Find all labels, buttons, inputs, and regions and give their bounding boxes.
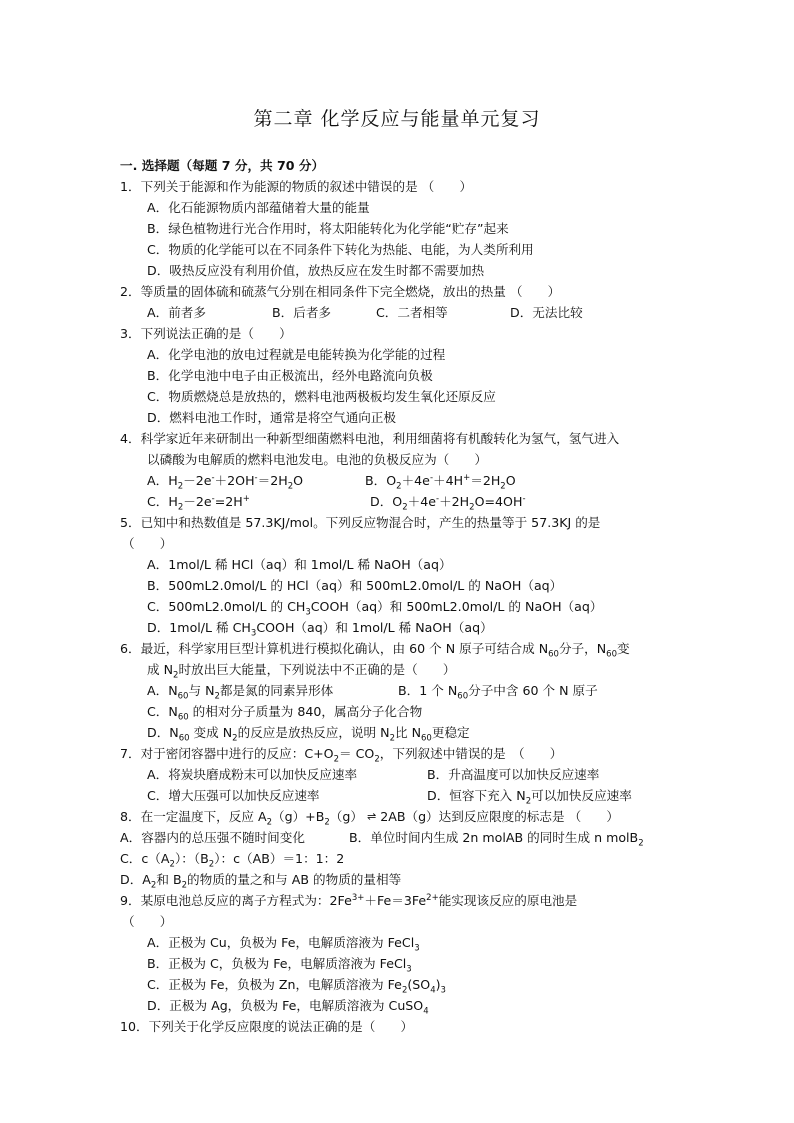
q3-option-b: B．化学电池中电子由正极流出，经外电路流向负极	[147, 368, 433, 383]
q4-option-d: D．$O_2+4e^-+2H_2O=4OH^-$	[370, 493, 526, 513]
q8-option-c: C．$c(A_2)$：$(B_2)$：c（AB）＝1：1：2	[120, 851, 345, 870]
q1-option-a: A．化石能源物质内部蕴储着大量的能量	[147, 200, 370, 215]
q9-option-c: C．正极为 Fe，负极为 Zn，电解质溶液为 $Fe_2(SO_4)_3$	[147, 977, 446, 996]
q8-stem: 8．在一定温度下，反应 $A_2(g)+B_2(g)$ ⇌ 2AB（g）达到反应限度的标志是 （ ）	[120, 809, 619, 828]
q1-stem: 1．下列关于能源和作为能源的物质的叙述中错误的是 （ ）	[120, 179, 473, 194]
q6-stem-line-1: 6．最近，科学家用巨型计算机进行模拟化确认，由 60 个 N 原子可结合成 $N_{60}$分子，$N_{60}$变	[120, 641, 630, 660]
q9-option-b: B．正极为 C，负极为 Fe，电解质溶液为 FeCl$_3$	[147, 956, 412, 975]
q3-option-d: D．燃料电池工作时，通常是将空气通向正极	[147, 410, 396, 425]
q3-stem: 3．下列说法正确的是（ ）	[120, 326, 292, 341]
q7-option-a: A．将炭块磨成粉末可以加快反应速率	[147, 767, 358, 782]
q6-option-c: C．$N_{60}$ 的相对分子质量为 840，属高分子化合物	[147, 704, 423, 723]
q8-option-a: A．容器内的总压强不随时间变化	[120, 830, 305, 845]
q10-stem: 10．下列关于化学反应限度的说法正确的是（ ）	[120, 1019, 414, 1034]
q3-option-a: A．化学电池的放电过程就是电能转换为化学能的过程	[147, 347, 446, 362]
q1-option-b: B．绿色植物进行光合作用时，将太阳能转化为化学能“贮存”起来	[147, 221, 509, 236]
q7-option-b: B．升高温度可以加快反应速率	[427, 767, 600, 782]
q9-stem-line-1: 9．某原电池总反应的离子方程式为：$2Fe^{3+}+Fe=3Fe^{2+}$能实现该反应的原电池是	[120, 892, 578, 908]
q1-option-d: D．吸热反应没有利用价值，放热反应在发生时都不需要加热	[147, 263, 485, 278]
q9-option-a: A．正极为 Cu，负极为 Fe，电解质溶液为 FeCl$_3$	[147, 935, 420, 954]
q5-stem-line-2: （ ）	[122, 536, 173, 551]
q2-stem: 2．等质量的固体硫和硫蒸气分别在相同条件下完全燃烧，放出的热量 （ ）	[120, 284, 561, 299]
q6-option-b: B．1 个 $N_{60}$分子中含 60 个 N 原子	[398, 683, 598, 702]
q5-option-a: A．1mol/L 稀 HCl（aq）和 1mol/L 稀 NaOH（aq）	[147, 557, 452, 572]
q4-stem-line-1: 4．科学家近年来研制出一种新型细菌燃料电池，利用细菌将有机酸转化为氢气，氢气进入	[120, 431, 620, 446]
q1-option-c: C．物质的化学能可以在不同条件下转化为热能、电能，为人类所利用	[147, 242, 534, 257]
q2-option-d: D．无法比较	[510, 305, 583, 320]
page-title: 第二章 化学反应与能量单元复习	[253, 108, 541, 130]
q6-option-d: D．$N_{60}$ 变成 $N_2$的反应是放热反应，说明 $N_2$比 $N_{60}$更稳定	[147, 725, 470, 744]
q9-option-d: D．正极为 Ag，负极为 Fe，电解质溶液为 CuSO$_4$	[147, 998, 429, 1017]
q6-option-a: A．$N_{60}$与 $N_2$都是氮的同素异形体	[147, 683, 334, 702]
q5-option-c: C．500mL2.0mol/L 的 $CH_3COOH(aq)$和 500mL2.0mol/L 的 NaOH（aq）	[147, 599, 603, 618]
q3-option-c: C．物质燃烧总是放热的，燃料电池两极板均发生氧化还原反应	[147, 389, 496, 404]
q4-option-b: B．$O_2+4e^-+4H^+=2H_2O$	[365, 472, 516, 492]
q8-option-d: D．$A_2$和 $B_2$的物质的量之和与 AB 的物质的量相等	[120, 872, 402, 891]
q5-option-d: D．1mol/L 稀 $CH_3COOH(aq)$和 1mol/L 稀 NaOH（aq）	[147, 620, 493, 639]
q8-option-b: B．单位时间内生成 2n molAB 的同时生成 n molB$_2$	[349, 830, 644, 849]
q7-option-c: C．增大压强可以加快反应速率	[147, 788, 320, 803]
q2-option-b: B．后者多	[272, 305, 332, 320]
q6-stem-line-2: 成 $N_2$时放出巨大能量，下列说法中不正确的是（ ）	[147, 662, 456, 681]
q2-option-a: A．前者多	[147, 305, 206, 320]
q4-stem-line-2: 以磷酸为电解质的燃料电池发电。电池的负极反应为（ ）	[147, 452, 488, 467]
q4-option-c: C．$H_2-2e^-=2H^+$	[147, 493, 250, 513]
section-heading: 一. 选择题（每题 7 分，共 70 分）	[120, 158, 325, 173]
q4-option-a: A．$H_2-2e^-+2OH^-=2H_2O$	[147, 472, 304, 492]
equilibrium-arrow-icon: ⇌	[366, 810, 377, 823]
q5-option-b: B．500mL2.0mol/L 的 HCl（aq）和 500mL2.0mol/L 的 NaOH（aq）	[147, 578, 563, 593]
q9-stem-line-2: （ ）	[122, 914, 173, 929]
q2-option-c: C．二者相等	[376, 305, 448, 320]
q7-stem: 7．对于密闭容器中进行的反应：$C+O_2= CO_2$，下列叙述中错误的是 （ ）	[120, 746, 563, 765]
q5-stem-line-1: 5．已知中和热数值是 57.3KJ/mol。下列反应物混合时，产生的热量等于 57.3KJ 的是	[120, 515, 601, 530]
q7-option-d: D．恒容下充入 $N_2$可以加快反应速率	[427, 788, 632, 807]
